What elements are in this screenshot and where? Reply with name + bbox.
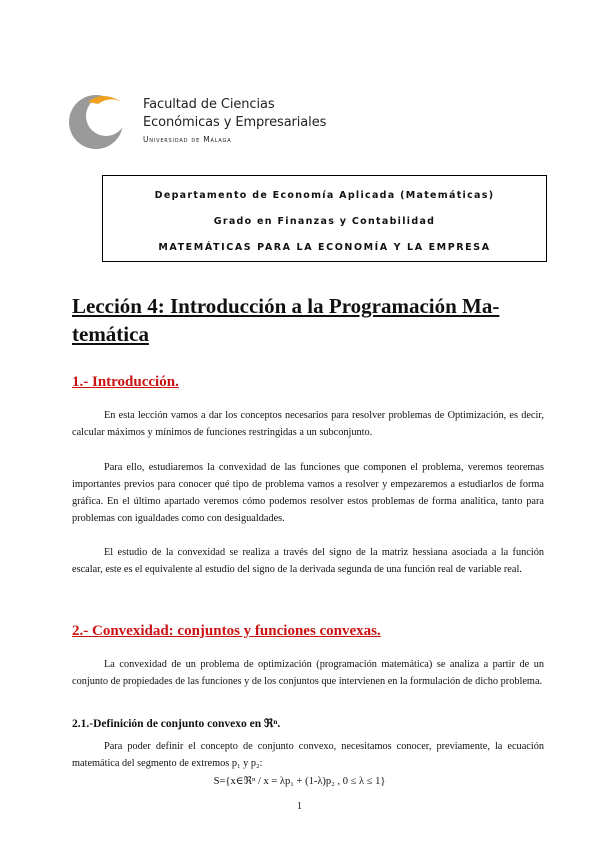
lesson-title-line2: temática xyxy=(72,322,149,346)
section2-paragraph1: La convexidad de un problema de optimización (programación matemática) se analiza a partir de un conjunto de propiedades de las funciones y de los conjuntos que intervienen en la formulación de dicho problema. xyxy=(72,659,544,687)
lesson-title xyxy=(72,292,542,348)
section2-paragraph2: Para poder definir el concepto de conjunto convexo, necesitamos conocer, previamente, la ecuación matemática del segmento de extremos p₁ y p₂: xyxy=(72,741,544,769)
degree-name: Grado en Finanzas y Contabilidad xyxy=(213,216,436,227)
faculty-name-line1: Facultad de Ciencias xyxy=(143,97,275,112)
faculty-name-line2: Económicas y Empresariales xyxy=(143,115,327,130)
faculty-logo-icon xyxy=(66,92,136,150)
course-info-box xyxy=(102,175,547,262)
page-number: 1 xyxy=(297,801,302,812)
segment-formula: S={x∈ℜⁿ / x = λp₁ + (1-λ)p₂ , 0 ≤ λ ≤ 1} xyxy=(213,776,386,787)
section2-heading: 2.- Convexidad: conjuntos y funciones convexas. xyxy=(72,623,381,639)
department-name: Departamento de Economía Aplicada (Matemáticas) xyxy=(154,190,495,201)
faculty-header xyxy=(143,96,326,144)
section1-paragraph1: En esta lección vamos a dar los conceptos necesarios para resolver problemas de Optimización, es decir, calcular máximos y mínimos de funciones restringidas a un subconjunto. xyxy=(72,410,544,438)
section1-heading: 1.- Introducción. xyxy=(72,374,179,390)
university-name: Universidad de Málaga xyxy=(143,135,232,144)
section1-paragraph3: El estudio de la convexidad se realiza a través del signo de la matriz hessiana asociada a la función escalar, este es el equivalente al estudio del signo de la derivada segunda de una función real de variable real. xyxy=(72,547,544,575)
course-name: MATEMÁTICAS PARA LA ECONOMÍA Y LA EMPRESA xyxy=(158,242,491,253)
section1-paragraph2: Para ello, estudiaremos la convexidad de las funciones que componen el problema, veremos teoremas importantes previos para conocer qué tipo de problema vamos a resolver y empezaremos a estudiarlos de forma gráfica. En el último apartado veremos cómo podemos resolver estos problemas de forma analítica, tanto para problemas con igualdades como con desigualdades. xyxy=(72,462,544,524)
lesson-title-line1: Lección 4: Introducción a la Programación Ma- xyxy=(72,294,500,318)
subsection-heading: 2.1.-Definición de conjunto convexo en ℜⁿ. xyxy=(72,718,281,730)
